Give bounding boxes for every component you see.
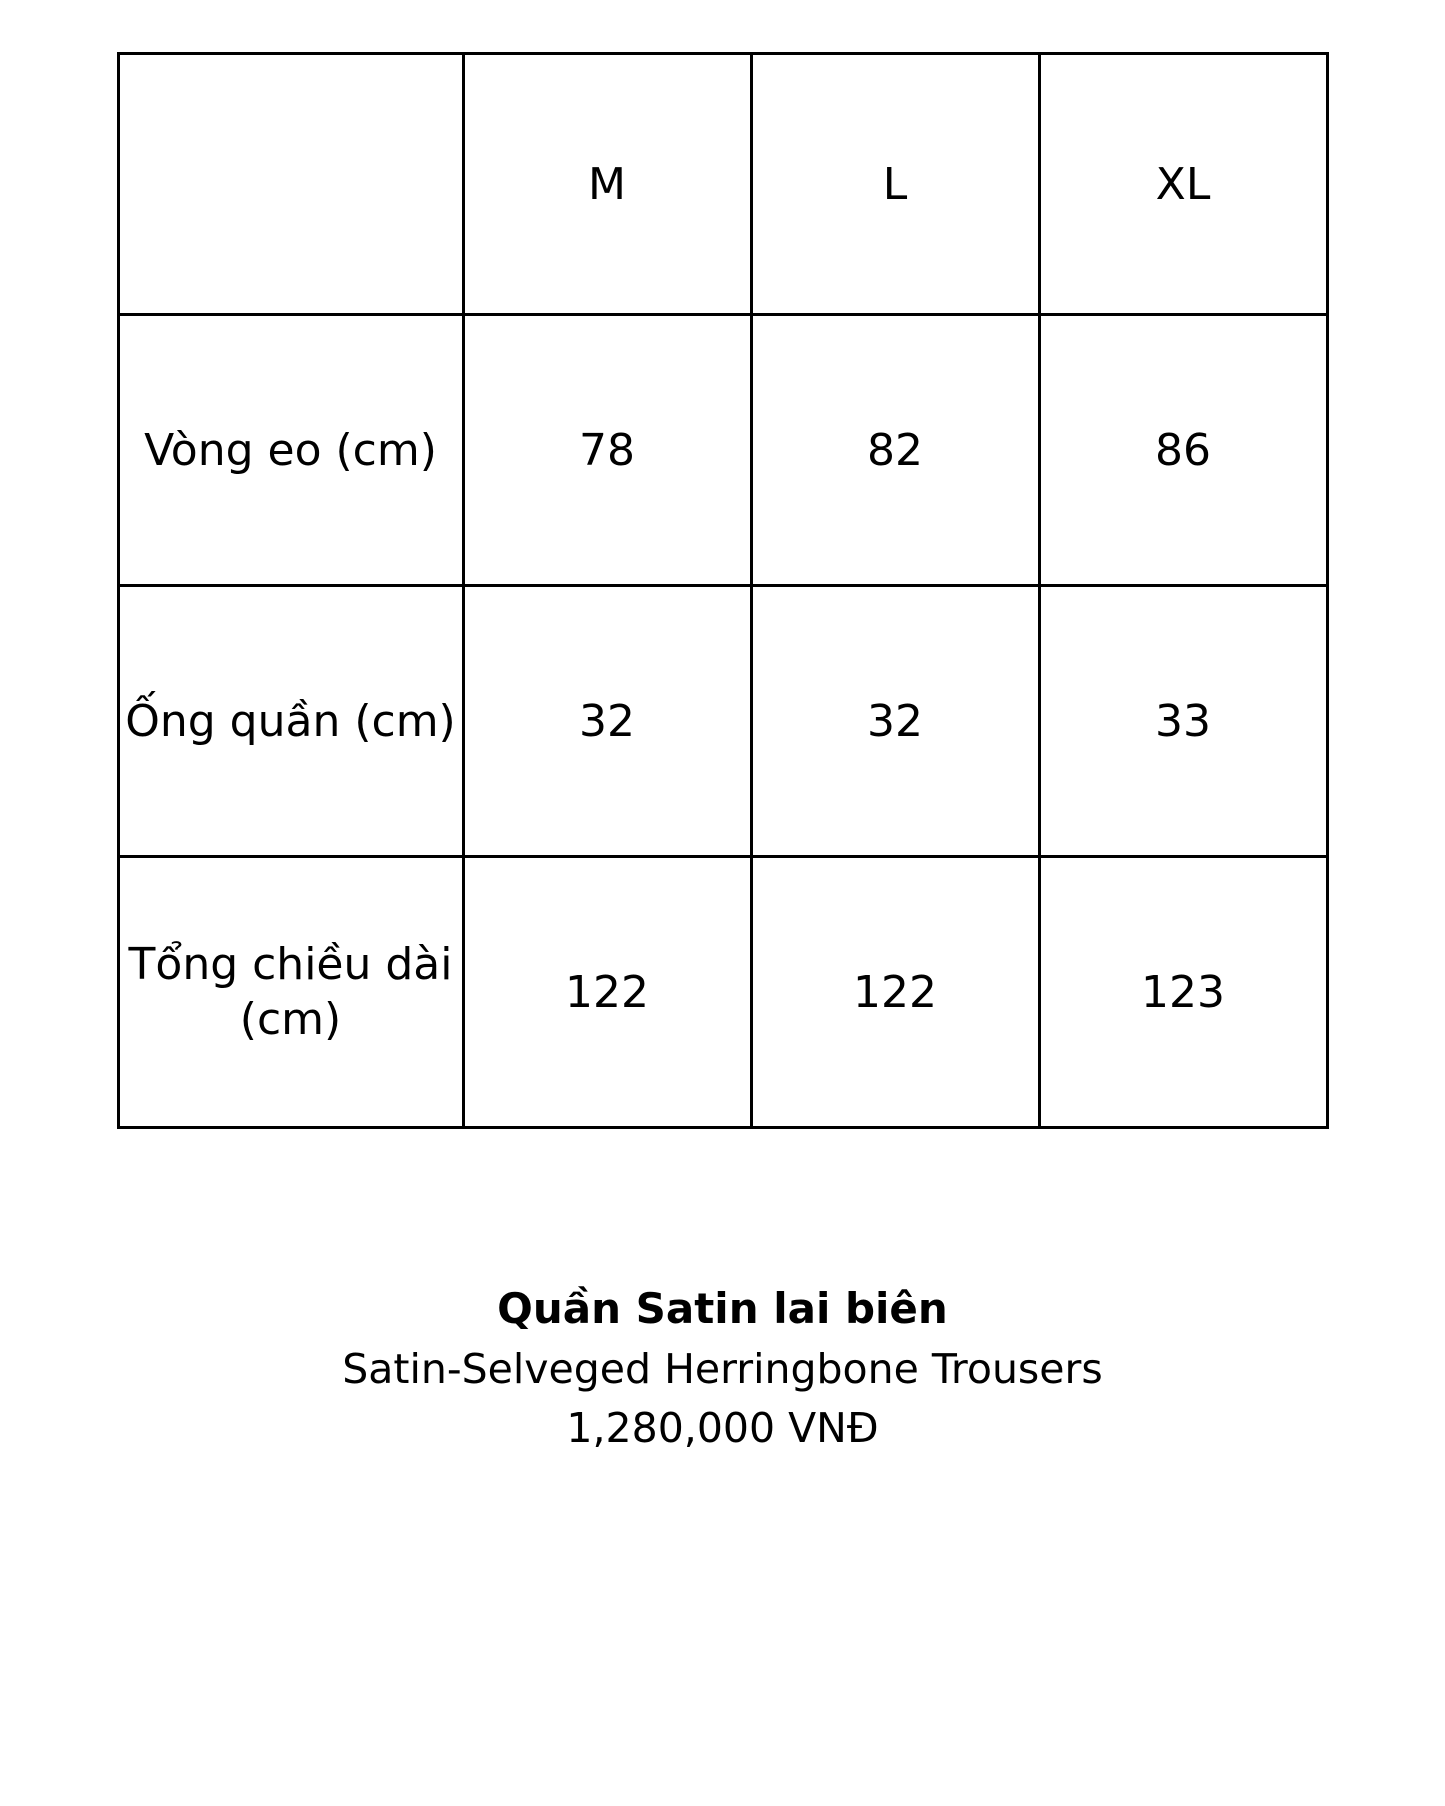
- column-header-m: M: [463, 54, 751, 315]
- column-header-l: L: [751, 54, 1039, 315]
- table-row: [118, 857, 1327, 1128]
- product-title-en: Satin-Selveged Herringbone Trousers: [342, 1344, 1103, 1393]
- cell-leg-opening-m: 32: [463, 586, 751, 857]
- table-corner-cell: [118, 54, 463, 315]
- cell-waist-xl: 86: [1039, 315, 1327, 586]
- cell-waist-l: 82: [751, 315, 1039, 586]
- cell-total-length-m: 122: [463, 857, 751, 1128]
- cell-leg-opening-xl: 33: [1039, 586, 1327, 857]
- product-caption: [0, 1279, 1445, 1459]
- product-price: 1,280,000 VNĐ: [566, 1404, 879, 1453]
- table-header-row: [118, 54, 1327, 315]
- size-table: [117, 52, 1329, 1129]
- cell-total-length-l: 122: [751, 857, 1039, 1128]
- cell-leg-opening-l: 32: [751, 586, 1039, 857]
- product-title-vi: Quần Satin lai biên: [497, 1284, 948, 1333]
- row-label-total-length: Tổng chiều dài (cm): [118, 857, 463, 1128]
- cell-waist-m: 78: [463, 315, 751, 586]
- column-header-xl: XL: [1039, 54, 1327, 315]
- row-label-waist: Vòng eo (cm): [118, 315, 463, 586]
- table-row: [118, 586, 1327, 857]
- row-label-leg-opening: Ống quần (cm): [118, 586, 463, 857]
- table-row: [118, 315, 1327, 586]
- cell-total-length-xl: 123: [1039, 857, 1327, 1128]
